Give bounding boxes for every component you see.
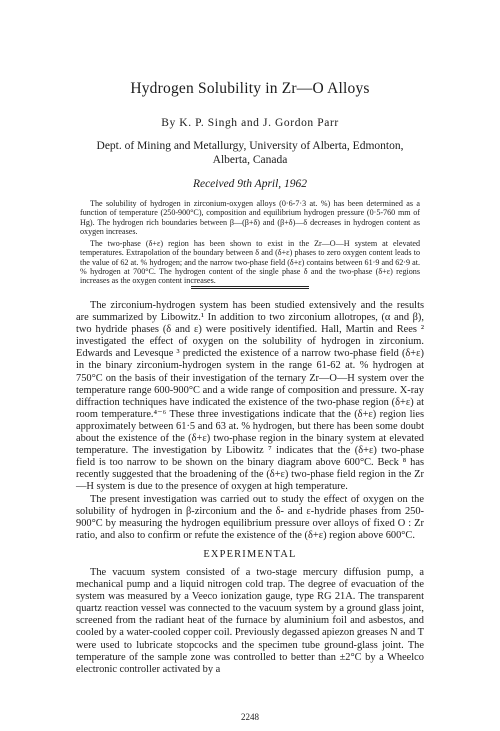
abstract — [80, 199, 420, 289]
body-text — [76, 300, 424, 676]
section-divider-bottom — [191, 288, 309, 289]
paper-title: Hydrogen Solubility in Zr—O Alloys — [130, 80, 370, 97]
abstract-paragraph-1: The solubility of hydrogen in zirconium-oxygen alloys (0·6-7·3 at. %) has been determined as a function of temperature (250-900°C), composition and equilibrium hydrogen pressure (0·5-760 mm of Hg). The hydrogen rich boundaries between β—(β+δ) and (β+δ)—δ decreases in hydrogen content as oxygen increases. — [80, 199, 420, 236]
page-number: 2248 — [241, 712, 259, 722]
authors-line: By K. P. Singh and J. Gordon Parr — [161, 117, 339, 129]
affiliation — [0, 139, 500, 167]
intro-paragraph-1: The zirconium-hydrogen system has been studied extensively and the results are summarized by Libowitz.¹ In addition to two zirconium allotropes, (α and β), two hydride phases (δ and ε) were positively identified. Hall, Martin and Rees ² investigated the effect of oxygen on the solubility of hydrogen in zirconium. Edwards and Levesque ³ predicted the existence of a narrow two-phase field (δ+ε) in the binary zirconium-hydrogen system in the range 61-62 at. % hydrogen at 750°C on the basis of their investigation of the ternary Zr—O—H system over the temperature range 600-900°C and a wide range of composition and pressure. X-ray diffraction techniques have indicated the existence of the two-phase region (δ+ε) at room temperature.⁴⁻⁶ These three investigations indicate that the (δ+ε) region lies approximately between 61·5 and 63 at. % hydrogen, but there has been some doubt about the existence of the (δ+ε) two-phase region in the binary system at elevated temperature. The investigation by Libowitz ⁷ indicates that the (δ+ε) two-phase field is too narrow to be shown on the binary diagram above 600°C. Beck ⁸ has recently suggested that the broadening of the (δ+ε) two-phase field region in the Zr—H system is due to the presence of oxygen at high temperature. — [76, 300, 424, 493]
abstract-paragraph-2: The two-phase (δ+ε) region has been shown to exist in the Zr—O—H system at elevated temperatures. Extrapolation of the boundary between δ and (δ+ε) phases to zero oxygen content leads to the value of 62 at. % hydrogen; and the narrow two-phase field (δ+ε) contains between 61·9 and 62·9 at. % hydrogen at 700°C. The hydrogen content of the single phase δ and the two-phase (δ+ε) regions increases as the oxygen content increases. — [80, 239, 420, 286]
section-divider-top — [191, 286, 309, 287]
intro-paragraph-2: The present investigation was carried out to study the effect of oxygen on the solubility of hydrogen in β-zirconium and the δ- and ε-hydride phases from 250-900°C by measuring the hydrogen equilibrium pressure over alloys of fixed O : Zr ratio, and also to confirm or refute the existence of the (δ+ε) region above 600°C. — [76, 493, 424, 541]
affiliation-line-1: Dept. of Mining and Metallurgy, University of Alberta, Edmonton, — [96, 140, 404, 152]
affiliation-line-2: Alberta, Canada — [212, 154, 288, 166]
section-heading-experimental: EXPERIMENTAL — [203, 548, 297, 560]
experimental-paragraph-1: The vacuum system consisted of a two-stage mercury diffusion pump, a mechanical pump and a liquid nitrogen cold trap. The degree of evacuation of the system was measured by a Veeco ionization gauge, type RG 21A. The transparent quartz reaction vessel was connected to the vacuum system by a ground glass joint, screened from the radiant heat of the furnace by aluminium foil and asbestos, and cooled by a water-cooled copper coil. Previously degassed apiezon greases N and T were used to lubricate stopcocks and the specimen tube ground-glass joint. The temperature of the sample zone was controlled to better than ±2°C by a Wheelco electronic controller activated by a — [76, 566, 424, 675]
received-date: Received 9th April, 1962 — [192, 178, 308, 190]
